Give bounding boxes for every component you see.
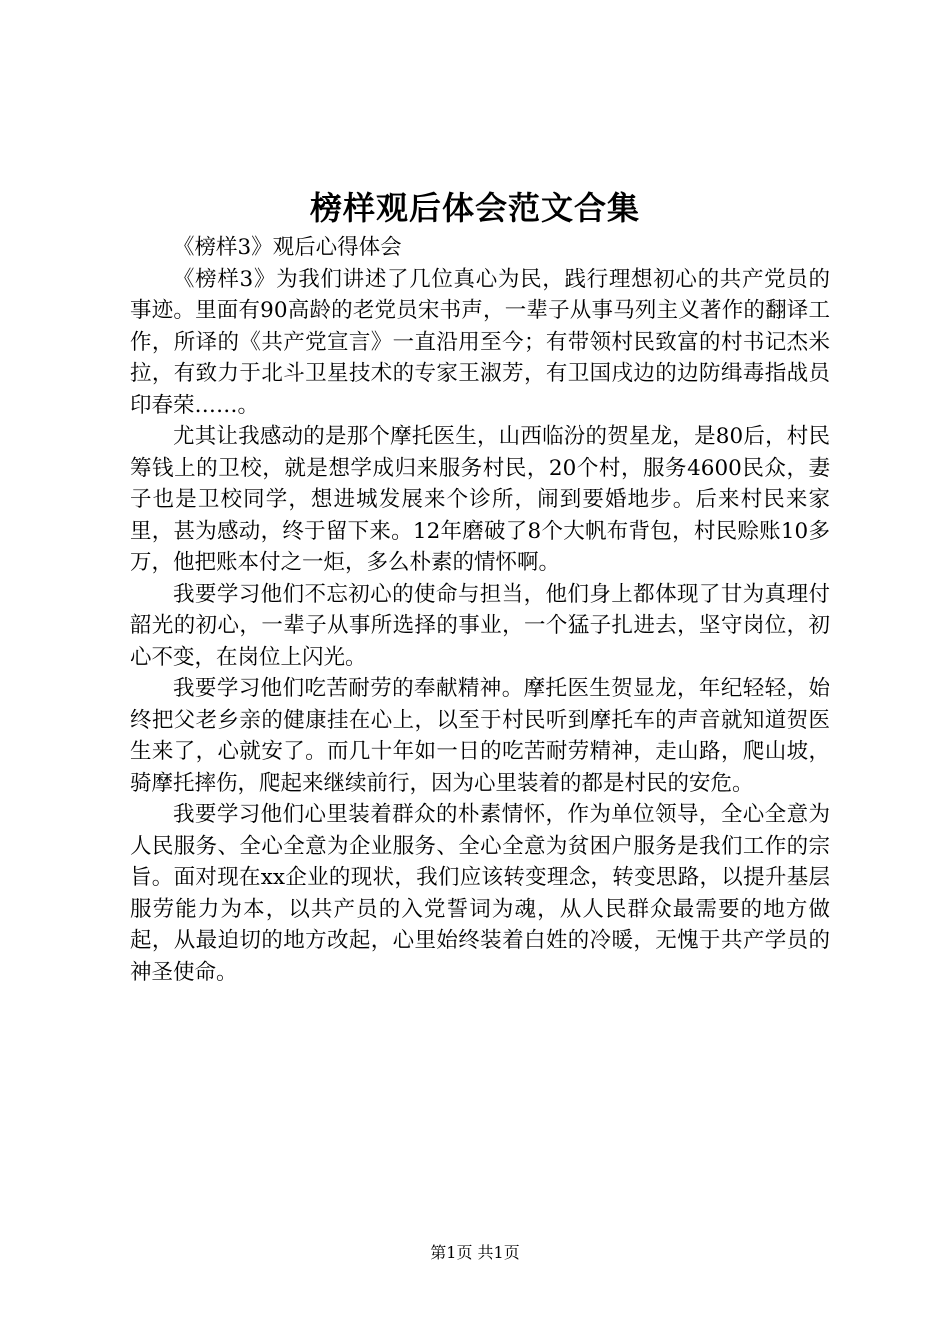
body-paragraph: 我要学习他们吃苦耐劳的奉献精神。摩托医生贺显龙，年纪轻轻，始终把父老乡亲的健康挂在心上，以至于村民听到摩托车的声音就知道贺医生来了，心就安了。而几十年如一日的吃苦耐劳精神，走山路，爬山坡，骑摩托摔伤，爬起来继续前行，因为心里装着的都是村民的安危。 — [130, 676, 830, 796]
document-body — [130, 232, 830, 988]
body-paragraph: 尤其让我感动的是那个摩托医生，山西临汾的贺星龙，是80后，村民筹钱上的卫校，就是想学成归来服务村民，20个村，服务4600民众，妻子也是卫校同学，想进城发展来个诊所，闹到要婚地步。后来村民来家里，甚为感动，终于留下来。12年磨破了8个大帆布背包，村民赊账10多万，他把账本付之一炬，多么朴素的情怀啊。 — [130, 424, 830, 575]
body-paragraph: 我要学习他们心里装着群众的朴素情怀，作为单位领导，全心全意为人民服务、全心全意为企业服务、全心全意为贫困户服务是我们工作的宗旨。面对现在xx企业的现状，我们应该转变理念，转变思路，以提升基层服劳能力为本，以共产员的入党誓词为魂，从人民群众最需要的地方做起，从最迫切的地方改起，心里始终装着白姓的冷暖，无愧于共产学员的神圣使命。 — [130, 802, 830, 985]
body-paragraph: 《榜样3》为我们讲述了几位真心为民，践行理想初心的共产党员的事迹。里面有90高龄的老党员宋书声，一辈子从事马列主义著作的翻译工作，所译的《共产党宣言》一直沿用至今；有带领村民致富的村书记杰米拉，有致力于北斗卫星技术的专家王淑芳，有卫国戌边的边防缉毒指战员印春荣……。 — [130, 266, 830, 418]
subtitle-paragraph: 《榜样3》观后心得体会 — [173, 235, 402, 260]
body-paragraph: 我要学习他们不忘初心的使命与担当，他们身上都体现了甘为真理付韶光的初心，一辈子从事所选择的事业，一个猛子扎进去，坚守岗位，初心不变，在岗位上闪光。 — [130, 581, 830, 670]
document-title: 榜样观后体会范文合集 — [309, 189, 640, 227]
page-footer: 第1页 共1页 — [430, 1243, 520, 1262]
